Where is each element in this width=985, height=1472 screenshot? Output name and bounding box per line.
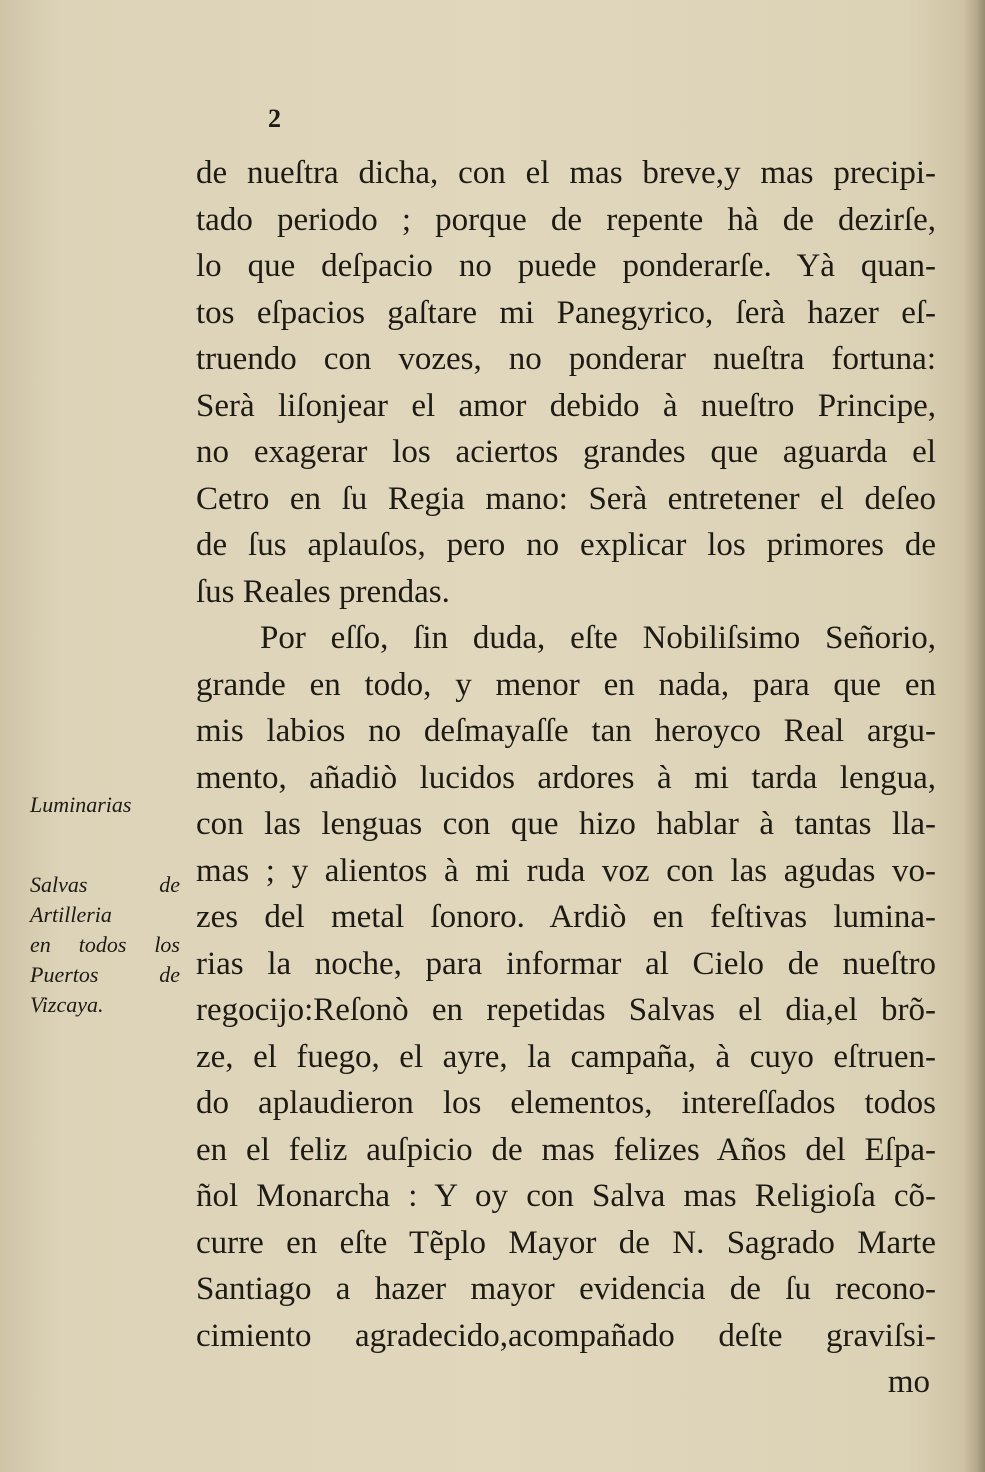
text-line: ze, el fuego, el ayre, la campaña, à cuyo eſtruen- — [196, 1038, 936, 1075]
text-line: curre en eſte Tẽplo Mayor de N. Sagrado Marte — [196, 1224, 936, 1261]
text-line: ñol Monarcha : Y oy con Salva mas Religioſa cõ- — [196, 1178, 936, 1214]
margin-note-text: Luminarias — [30, 792, 132, 817]
page-edge-shadow — [963, 0, 985, 1472]
text-line: mis labios no deſmayaſſe tan heroyco Real argu- — [196, 713, 936, 749]
text-line: regocijo:Reſonò en repetidas Salvas el dia,el brõ- — [196, 992, 936, 1028]
text-line: de nueſtra dicha, con el mas breve,y mas precipi- — [196, 155, 936, 191]
catchword: mo — [887, 1364, 930, 1400]
text-line: lo que deſpacio no puede ponderarſe. Yà quan- — [196, 248, 936, 284]
text-line: ſus Reales prendas. — [196, 573, 450, 610]
text-line: mento, añadiò lucidos ardores à mi tarda lengua, — [196, 759, 936, 796]
margin-note-line: en todos los — [30, 932, 180, 957]
text-line: zes del metal ſonoro. Ardiò en feſtivas lumina- — [196, 899, 936, 935]
text-line: do aplaudieron los elementos, intereſſados todos — [196, 1085, 936, 1121]
text-line: no exagerar los aciertos grandes que aguarda el — [196, 434, 936, 470]
text-line: tado periodo ; porque de repente hà de dezirſe, — [196, 201, 936, 238]
text-line: Santiago a hazer mayor evidencia de ſu recono- — [196, 1271, 936, 1307]
page-number: 2 — [268, 104, 282, 133]
margin-note-line: Vizcaya. — [30, 992, 104, 1017]
margin-note-line: Salvas de — [30, 872, 180, 897]
text-line: rias la noche, para informar al Cielo de nueſtro — [196, 945, 936, 982]
margin-note-line: Artilleria — [30, 902, 112, 927]
margin-note-line: Puertos de — [30, 962, 180, 987]
text-line: con las lenguas con que hizo hablar à tantas lla- — [196, 806, 936, 842]
text-line: Por eſſo, ſin duda, eſte Nobiliſsimo Señorio, — [260, 620, 936, 656]
text-line: de ſus aplauſos, pero no explicar los primores de — [196, 527, 936, 563]
margin-note-luminarias — [30, 790, 180, 820]
text-line: tos eſpacios gaſtare mi Panegyrico, ſerà hazer eſ- — [196, 294, 936, 331]
text-line: en el feliz auſpicio de mas felizes Años del Eſpa- — [196, 1131, 936, 1168]
margin-note-salvas — [30, 870, 180, 1020]
text-line: grande en todo, y menor en nada, para que en — [196, 666, 936, 703]
text-line: Serà liſonjear el amor debido à nueſtro Principe, — [196, 387, 936, 424]
text-line: Cetro en ſu Regia mano: Serà entretener el deſeo — [196, 480, 936, 517]
text-line: truendo con vozes, no ponderar nueſtra fortuna: — [196, 341, 936, 377]
text-line: mas ; y alientos à mi ruda voz con las agudas vo- — [196, 852, 936, 889]
main-text-block — [196, 150, 936, 1406]
text-line: cimiento agradecido,acompañado deſte graviſsi- — [196, 1317, 936, 1354]
